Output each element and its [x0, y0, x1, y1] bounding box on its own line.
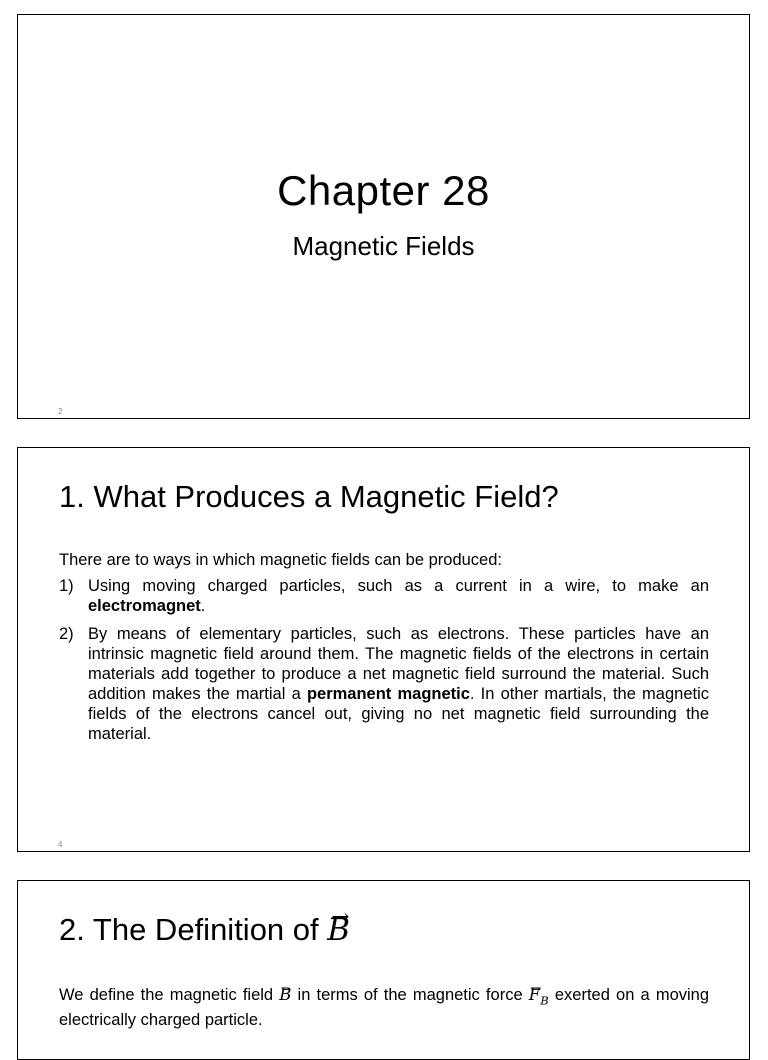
list-item: [59, 624, 709, 744]
heading-text: 2. The Definition of: [59, 912, 328, 947]
list-text-end: .: [200, 597, 206, 615]
slide-body: [59, 550, 709, 752]
bold-term-permanent-magnetic: permanent magnetic: [306, 685, 470, 703]
chapter-subtitle: Magnetic Fields: [292, 231, 475, 261]
slide-definition-of-b: [17, 880, 750, 1060]
slide-what-produces-field: [17, 447, 750, 852]
slide-chapter-title: [17, 14, 750, 419]
list-text-end: . In other martials, the magnetic fields of the electrons cancel out, giving no net magnetic field surrounding the material.: [88, 685, 710, 743]
list-number: 1): [59, 577, 74, 595]
definition-text: We define the magnetic field: [59, 986, 280, 1004]
intro-text: There are to ways in which magnetic fields can be produced:: [59, 551, 502, 569]
list-number: 2): [59, 625, 74, 643]
numbered-list: [59, 576, 709, 744]
slide-heading: [59, 911, 350, 949]
slide-number: 4: [58, 840, 63, 849]
definition-text: in terms of the magnetic force: [291, 986, 529, 1004]
list-item: [59, 576, 709, 616]
title-block: [18, 167, 749, 261]
list-text: Using moving charged particles, such as a current in a wire, to make an: [88, 577, 709, 595]
vector-f-symbol: → F: [529, 985, 540, 1005]
vector-b-symbol: → B: [279, 985, 291, 1005]
bold-term-electromagnet: electromagnet: [88, 597, 201, 615]
subscript-b: B: [540, 993, 549, 1008]
slide-number: 2: [58, 407, 63, 416]
definition-text: exerted on a moving electrically charged particle.: [59, 986, 710, 1030]
chapter-title: Chapter 28: [277, 167, 490, 214]
list-text: By means of elementary particles, such as electrons. These particles have an intrinsic magnetic field around them. The magnetic fields of the electrons in certain materials add together to produce a net magnetic field surround the material. Such addition makes the martial a: [88, 625, 709, 703]
vector-b-symbol: → B: [327, 911, 350, 949]
slide-heading: 1. What Produces a Magnetic Field?: [59, 479, 559, 514]
